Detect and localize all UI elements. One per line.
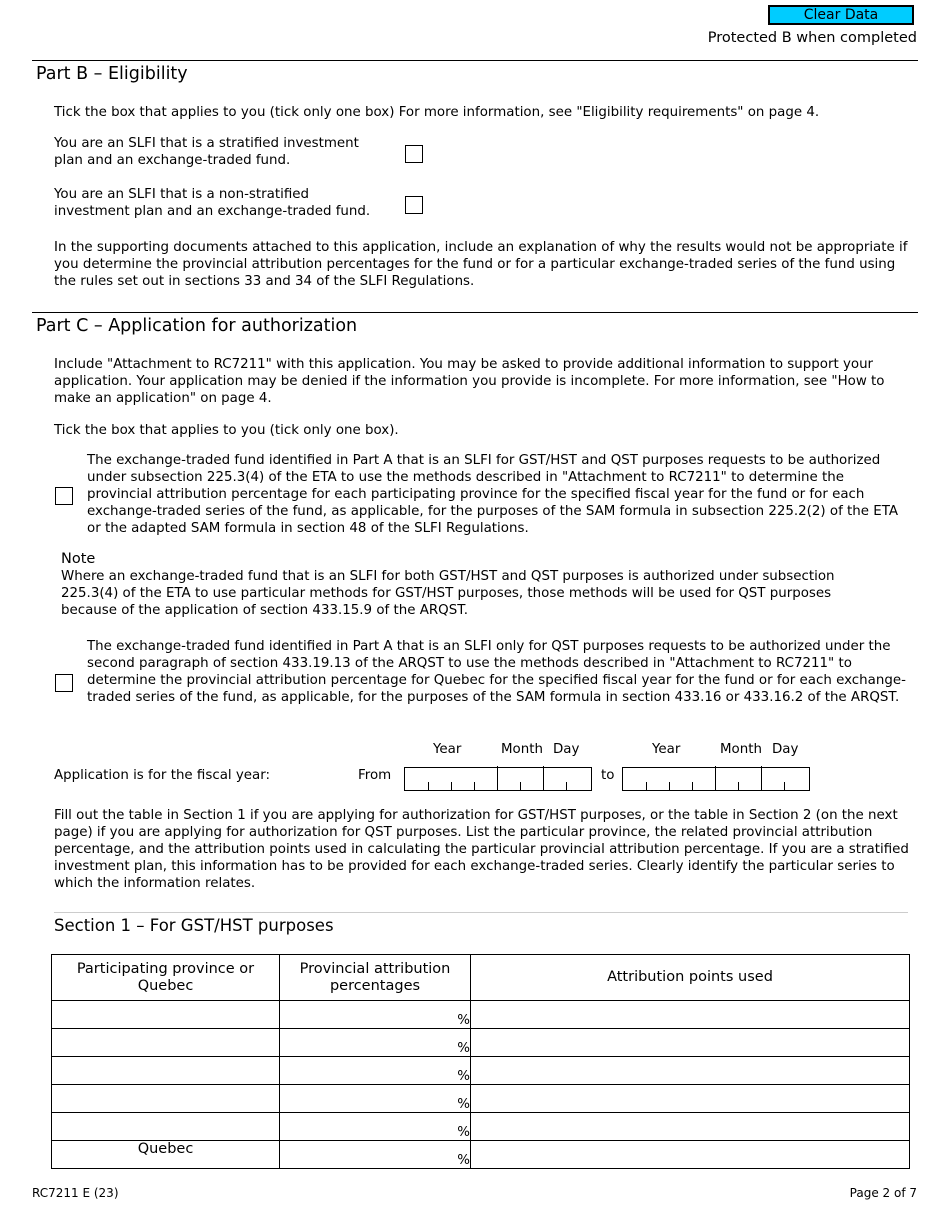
from-day-header: Day <box>553 742 580 757</box>
to-year-header: Year <box>652 742 681 757</box>
fiscal-year-label: Application is for the fiscal year: <box>54 768 271 783</box>
table-row <box>52 1001 910 1029</box>
table-row <box>52 1141 910 1169</box>
percentage-cell[interactable]: % <box>280 1085 471 1113</box>
note-text: Where an exchange-traded fund that is an SLFI for both GST/HST and QST purposes is authorized under subsection 225.3(4) of the ETA to use particular methods for GST/HST purposes, those methods will be used for QST purposes because of the application of section 433.15.9 of the ARQST. <box>61 569 835 618</box>
part-b-option2-checkbox[interactable] <box>405 196 423 214</box>
note-title: Note <box>61 551 96 567</box>
section1-title: Section 1 – For GST/HST purposes <box>54 916 334 935</box>
part-c-title: Part C – Application for authorization <box>36 316 358 336</box>
percentage-cell[interactable]: % <box>280 1029 471 1057</box>
fill-instructions: Fill out the table in Section 1 if you are applying for authorization for GST/HST purposes, or the table in Section 2 (on the next page) if you are applying for authorization for QST purposes. List the particular province, the related provincial attribution percentage, and the attribution points used in calculating the particular provincial attribution percentage. If you are a stratified investment plan, this information has to be provided for each exchange-traded series. Clearly identify the particular series to which the information relates. <box>54 808 909 891</box>
divider <box>32 60 918 61</box>
page-number: Page 2 of 7 <box>849 1186 917 1200</box>
divider <box>32 312 918 313</box>
to-month-header: Month <box>720 742 762 757</box>
province-cell[interactable] <box>52 1029 280 1057</box>
points-cell[interactable] <box>471 1001 910 1029</box>
table-row <box>52 1057 910 1085</box>
part-c-tick-instruction: Tick the box that applies to you (tick only one box). <box>54 423 399 438</box>
from-month-header: Month <box>501 742 543 757</box>
province-cell[interactable] <box>52 1113 280 1141</box>
section1-table <box>51 954 910 1169</box>
points-cell[interactable] <box>471 1057 910 1085</box>
table-header-row <box>52 955 910 1001</box>
protected-b-label: Protected B when completed <box>707 30 917 46</box>
column-header-province: Participating province or Quebec <box>52 955 280 1001</box>
province-cell[interactable] <box>52 1057 280 1085</box>
points-cell[interactable] <box>471 1113 910 1141</box>
part-b-option1-label: You are an SLFI that is a stratified investment plan and an exchange-traded fund. <box>54 136 359 168</box>
part-c-intro: Include "Attachment to RC7211" with this application. You may be asked to provide additional information to support your application. Your application may be denied if the information you provide is incomplete. For more information, see "How to make an application" on page 4. <box>54 357 885 406</box>
part-c-option1-label: The exchange-traded fund identified in Part A that is an SLFI for GST/HST and QST purposes requests to be authorized under subsection 225.3(4) of the ETA to use the methods described in "Attachment to RC7211" to determine the provincial attribution percentage for each participating province for the specified fiscal year for the fund or for each exchange-traded series of the fund, as applicable, for the purposes of the SAM formula in subsection 225.2(2) of the ETA or the adapted SAM formula in section 48 of the SLFI Regulations. <box>87 453 899 536</box>
from-year-header: Year <box>433 742 462 757</box>
to-day-header: Day <box>772 742 799 757</box>
from-label: From <box>358 768 392 783</box>
clear-data-button[interactable]: Clear Data <box>768 5 914 25</box>
percentage-cell[interactable]: % <box>280 1057 471 1085</box>
province-cell[interactable] <box>52 1001 280 1029</box>
part-b-supporting-text: In the supporting documents attached to this application, include an explanation of why the results would not be appropriate if you determine the provincial attribution percentages for the fund or for a particular exchange-traded series of the fund using the rules set out in sections 33 and 34 of the SLFI Regulations. <box>54 240 908 289</box>
province-cell[interactable] <box>52 1085 280 1113</box>
points-cell[interactable] <box>471 1141 910 1169</box>
percentage-cell[interactable]: % <box>280 1001 471 1029</box>
part-c-option2-checkbox[interactable] <box>55 674 73 692</box>
points-cell[interactable] <box>471 1085 910 1113</box>
table-row <box>52 1085 910 1113</box>
part-b-option1-checkbox[interactable] <box>405 145 423 163</box>
to-label: to <box>601 768 615 783</box>
part-c-option2-label: The exchange-traded fund identified in Part A that is an SLFI only for QST purposes requests to be authorized under the second paragraph of section 433.19.13 of the ARQST to use the methods described in "Attachment to RC7211" to determine the provincial attribution percentage for Quebec for the specified fiscal year for the fund or for each exchange-traded series of the fund, as applicable, for the purposes of the SAM formula in section 433.16 or 433.16.2 of the ARQST. <box>87 639 906 705</box>
part-c-option1-checkbox[interactable] <box>55 487 73 505</box>
to-date-input[interactable] <box>622 767 810 791</box>
divider <box>54 912 908 913</box>
part-b-title: Part B – Eligibility <box>36 64 188 84</box>
form-code: RC7211 E (23) <box>32 1186 119 1200</box>
points-cell[interactable] <box>471 1029 910 1057</box>
from-date-input[interactable] <box>404 767 592 791</box>
province-cell-quebec: Quebec <box>52 1141 280 1169</box>
percentage-cell[interactable]: % <box>280 1141 471 1169</box>
percentage-cell[interactable]: % <box>280 1113 471 1141</box>
table-row <box>52 1113 910 1141</box>
table-row <box>52 1029 910 1057</box>
part-b-instruction: Tick the box that applies to you (tick only one box) For more information, see "Eligibility requirements" on page 4. <box>54 105 820 120</box>
part-b-option2-label: You are an SLFI that is a non-stratified investment plan and an exchange-traded fund. <box>54 187 371 219</box>
column-header-points: Attribution points used <box>471 955 910 1001</box>
column-header-percentage: Provincial attribution percentages <box>280 955 471 1001</box>
